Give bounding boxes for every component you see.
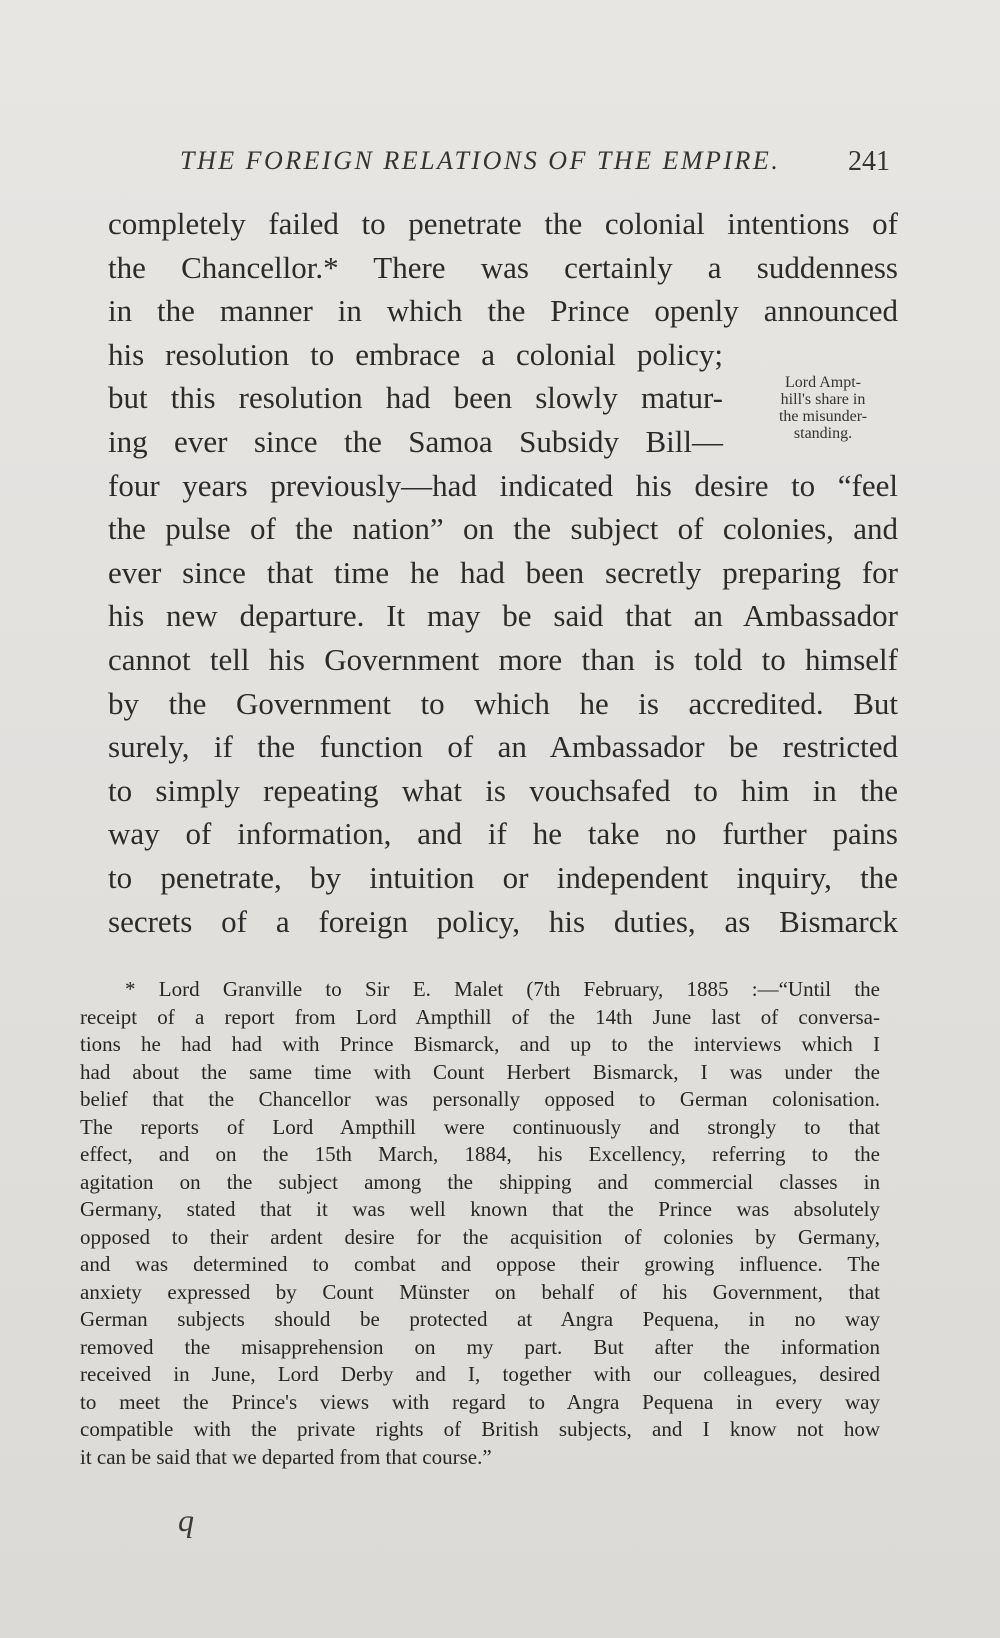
signature-mark: q: [178, 1502, 194, 1538]
marginal-note: [748, 374, 898, 442]
footnote-line: and was determined to combat and oppose their growing influence. The: [80, 1252, 880, 1276]
footnote-line: tions he had had with Prince Bismarck, and up to the interviews which I: [80, 1032, 880, 1056]
text-line: by the Government to which he is accredited. But: [108, 685, 898, 721]
footnote-line: effect, and on the 15th March, 1884, his Excellency, referring to the: [80, 1142, 880, 1166]
footnote-line: had about the same time with Count Herbert Bismarck, I was under the: [80, 1059, 880, 1084]
text-line: ing ever since the Samoa Subsidy Bill—: [108, 423, 723, 459]
marginal-note-line: Lord Ampt-: [785, 374, 861, 391]
text-line: in the manner in which the Prince openly announced: [108, 293, 898, 329]
footnote-line: German subjects should be protected at Angra Pequena, in no way: [80, 1307, 880, 1331]
footnote-line: to meet the Prince's views with regard to Angra Pequena in every way: [80, 1389, 880, 1414]
text-line: cannot tell his Government more than is told to himself: [108, 641, 898, 677]
text-line: secrets of a foreign policy, his duties, as Bismarck: [108, 903, 898, 939]
footnote: [80, 976, 880, 1471]
text-line: to simply repeating what is vouchsafed to him in the: [108, 772, 898, 808]
text-line: four years previously—had indicated his desire to “feel: [108, 467, 898, 503]
running-head: [180, 146, 890, 186]
text-line: way of information, and if he take no further pains: [108, 816, 898, 852]
text-line: his new departure. It may be said that an Ambassador: [108, 598, 898, 634]
footnote-line: agitation on the subject among the shipping and commercial classes in: [80, 1169, 880, 1194]
text-line: but this resolution had been slowly matur-: [108, 380, 723, 416]
footnote-line: belief that the Chancellor was personally opposed to German colonisation.: [80, 1087, 880, 1111]
text-line: the Chancellor.* There was certainly a suddenness: [108, 249, 898, 285]
footnote-line: * Lord Granville to Sir E. Malet (7th February, 1885 :—“Until the: [125, 977, 880, 1001]
marginal-note-line: hill's share in: [780, 391, 866, 408]
marginal-note-line: standing.: [793, 425, 853, 442]
page-number: 241: [848, 146, 890, 177]
marginal-note-line: the misunder-: [778, 408, 868, 425]
footnote-line: receipt of a report from Lord Ampthill of the 14th June last of conversa-: [80, 1004, 880, 1029]
text-line: surely, if the function of an Ambassador be restricted: [108, 729, 898, 765]
running-title: THE FOREIGN RELATIONS OF THE EMPIRE.: [180, 146, 781, 175]
text-line: completely failed to penetrate the colonial intentions of: [108, 206, 898, 241]
text-line: the pulse of the nation” on the subject of colonies, and: [108, 511, 898, 547]
footnote-line: compatible with the private rights of British subjects, and I know not how: [80, 1417, 880, 1441]
footnote-line: it can be said that we departed from that course.”: [80, 1444, 492, 1469]
footnote-line: Germany, stated that it was well known that the Prince was absolutely: [80, 1197, 880, 1221]
main-text: [108, 202, 898, 943]
footnote-line: The reports of Lord Ampthill were continuously and strongly to that: [80, 1114, 880, 1139]
text-line: ever since that time he had been secretly preparing for: [108, 554, 898, 590]
footnote-line: received in June, Lord Derby and I, together with our colleagues, desired: [80, 1362, 880, 1386]
footnote-line: opposed to their ardent desire for the acquisition of colonies by Germany,: [80, 1224, 880, 1249]
footnote-line: anxiety expressed by Count Münster on behalf of his Government, that: [80, 1279, 880, 1304]
text-line: his resolution to embrace a colonial policy;: [108, 336, 723, 372]
text-line: to penetrate, by intuition or independent inquiry, the: [108, 859, 898, 895]
footnote-line: removed the misapprehension on my part. But after the information: [80, 1334, 880, 1359]
